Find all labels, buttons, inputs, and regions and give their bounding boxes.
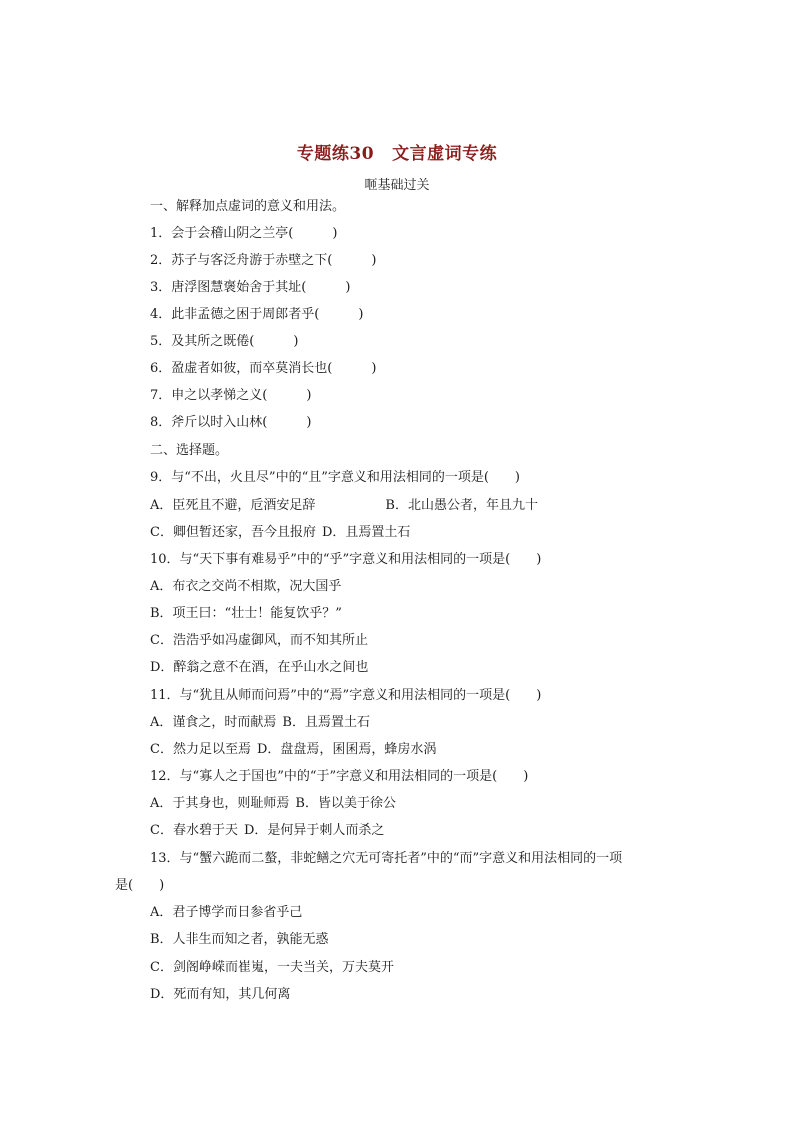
option-d: D．盘盘焉，囷囷焉，蜂房水涡 [256, 742, 437, 757]
question-stem-continued: 是( ) [115, 878, 165, 893]
title-number: 专题练30 [296, 144, 375, 164]
option-c: C．然力足以至焉 [150, 742, 251, 757]
option-d: D．且焉置土石 [321, 525, 411, 540]
option-c: C．剑阁峥嵘而崔嵬，一夫当关，万夫莫开 [150, 960, 394, 975]
section-heading-2: 二、选择题。 [150, 443, 229, 458]
option-c: C．春水碧于天 [150, 823, 238, 838]
option-b: B．项王曰：“壮士！能复饮乎？” [150, 606, 342, 621]
option-a: A．君子博学而日参省乎己 [150, 905, 303, 920]
title-text: 文言虚词专练 [392, 144, 498, 164]
option-d: D．醉翁之意不在酒，在乎山水之间也 [150, 660, 369, 675]
question-stem: 11．与“犹且从师而问焉”中的“焉”字意义和用法相同的一项是( ) [150, 688, 542, 703]
section-subtitle: 咂基础过关 [364, 178, 430, 193]
list-item: 6．盈虚者如彼，而卒莫消长也( ) [150, 361, 377, 376]
option-b: B．皆以美于徐公 [295, 796, 396, 811]
list-item: 1．会于会稽山阴之兰亭( ) [150, 226, 338, 241]
list-item: 2．苏子与客泛舟游于赤壁之下( ) [150, 253, 377, 268]
option-a: A．布衣之交尚不相欺，况大国乎 [150, 579, 342, 594]
list-item: 5．及其所之既倦( ) [150, 334, 299, 349]
option-c: C．卿但暂还家，吾今且报府 [150, 525, 316, 540]
option-row [150, 742, 436, 758]
option-row [150, 823, 384, 839]
option-c: C．浩浩乎如冯虚御风，而不知其所止 [150, 633, 368, 648]
option-d: D．是何异于刺人而杀之 [243, 823, 385, 838]
option-row [150, 525, 410, 541]
option-row [150, 498, 538, 514]
question-stem: 9．与“不出，火且尽”中的“且”字意义和用法相同的一项是( ) [150, 470, 520, 485]
option-row [150, 715, 370, 731]
list-item: 4．此非孟德之困于周郎者乎( ) [150, 307, 364, 322]
option-row [150, 796, 396, 812]
option-d: D．死而有知，其几何离 [150, 987, 291, 1002]
list-item: 7．申之以孝悌之义( ) [150, 388, 312, 403]
option-b: B．人非生而知之者，孰能无惑 [150, 932, 329, 947]
option-b: B．北山愚公者，年且九十 [385, 498, 538, 513]
section-heading-1: 一、解释加点虚词的意义和用法。 [150, 199, 346, 214]
option-a: A．臣死且不避，卮酒安足辞 [150, 498, 316, 513]
page-title [0, 139, 794, 164]
list-item: 3．唐浮图慧褒始舍于其址( ) [150, 280, 351, 295]
option-b: B．且焉置土石 [282, 715, 370, 730]
option-a: A．谨食之，时而献焉 [150, 715, 277, 730]
question-stem: 10．与“天下事有难易乎”中的“乎”字意义和用法相同的一项是( ) [150, 552, 542, 567]
list-item: 8．斧斤以时入山林( ) [150, 415, 312, 430]
question-stem: 12．与“寡人之于国也”中的“于”字意义和用法相同的一项是( ) [150, 769, 529, 784]
question-stem: 13．与“蟹六跪而二螯，非蛇鳝之穴无可寄托者”中的“而”字意义和用法相同的一项 [150, 851, 623, 866]
option-a: A．于其身也，则耻师焉 [150, 796, 290, 811]
